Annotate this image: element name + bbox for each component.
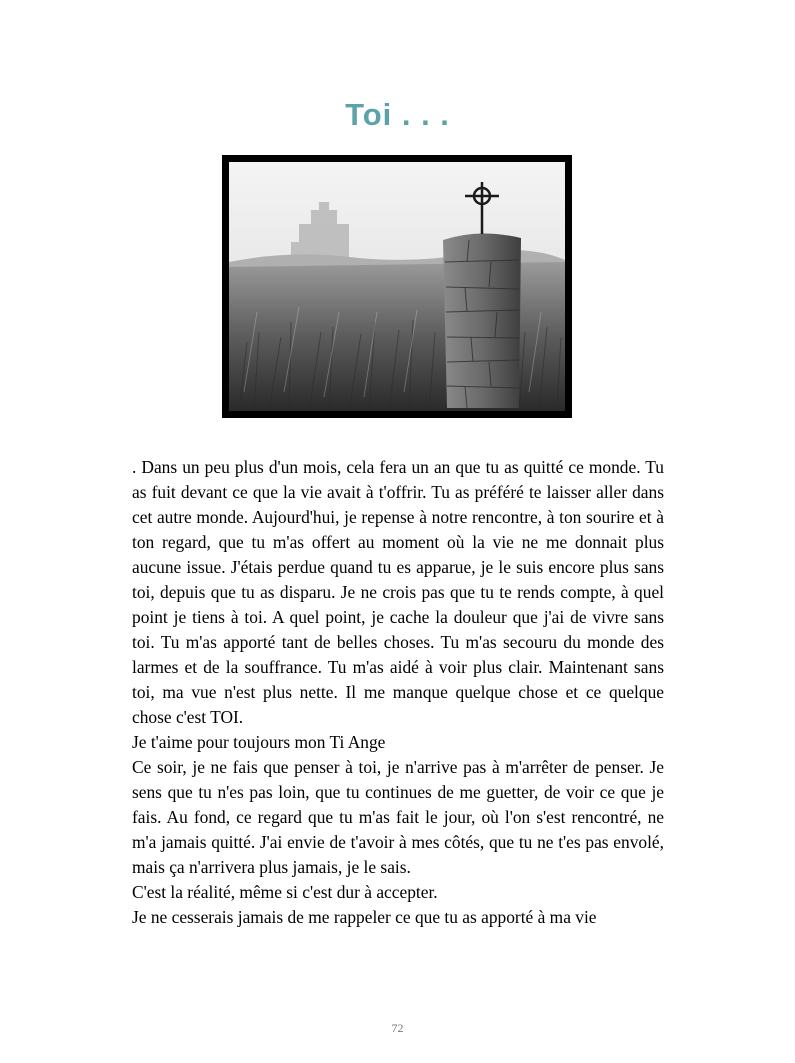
paragraph: Ce soir, je ne fais que penser à toi, je n'arrive pas à m'arrêter de penser. Je sens que tu n'es pas loin, que tu continues de me guetter, de voir ce que je fais. Au fond, ce regard que tu m'as fait le jour, où l'on s'est rencontré, ne m'a jamais quitté. J'ai envie de t'avoir à mes côtés, que tu ne t'es pas envolé, mais ça n'arrivera plus jamais, je le sais. — [132, 757, 664, 877]
paragraph: . Dans un peu plus d'un mois, cela fera un an que tu as quitté ce monde. Tu as fuit devant ce que la vie avait à t'offrir. Tu as préféré te laisser aller dans cet autre monde. Aujourd'hui, je repense à notre rencontre, à ton sourire et à ton regard, que tu m'as offert au moment où la vie ne me donnait plus aucune issue. J'étais perdue quand tu es apparue, je le suis encore plus sans toi, depuis que tu as disparu. Je ne crois pas que tu te rends compte, à quel point je tiens à toi. A quel point, je cache la douleur que j'ai de vivre sans toi. Tu m'as apporté tant de belles choses. Tu m'as secouru du monde des larmes et de la souffrance. Tu m'as aidé à voir plus clair. Maintenant sans toi, ma vue n'est plus nette. Il me manque quelque chose et ce quelque chose c'est TOI. — [132, 457, 664, 727]
page-title: Toi . . . — [345, 97, 450, 132]
page-number: 72 — [391, 1021, 404, 1035]
cross-on-stone-pillar-photo — [229, 162, 565, 411]
body-text — [132, 455, 664, 930]
paragraph: Je ne cesserais jamais de me rappeler ce que tu as apporté à ma vie — [132, 907, 597, 927]
photo-frame — [222, 155, 572, 418]
paragraph: Je t'aime pour toujours mon Ti Ange — [132, 732, 386, 752]
paragraph: C'est la réalité, même si c'est dur à accepter. — [132, 882, 438, 902]
